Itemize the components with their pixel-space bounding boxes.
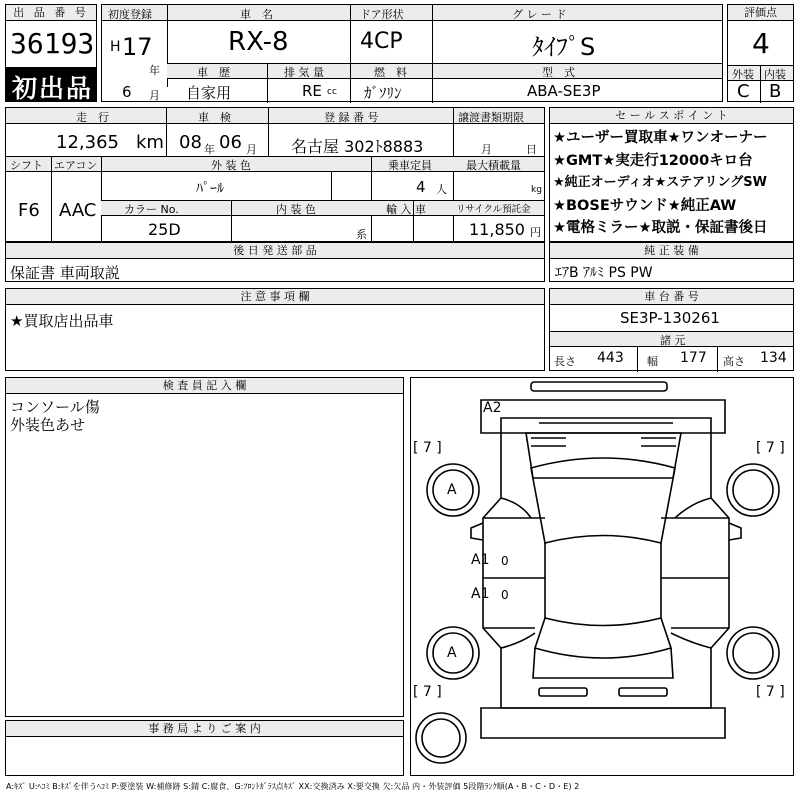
length-label: 長さ bbox=[554, 355, 576, 368]
color-no-value: 25D bbox=[148, 220, 181, 239]
displacement-label: 排 気 量 bbox=[284, 66, 324, 79]
int-color-label: 内 装 色 bbox=[276, 203, 316, 216]
mileage-unit: km bbox=[136, 132, 164, 153]
inspection-month-unit: 月 bbox=[246, 143, 257, 156]
car-outline bbox=[411, 378, 795, 777]
length-value: 443 bbox=[597, 350, 624, 366]
first-listing-badge bbox=[5, 67, 97, 102]
first-reg-label: 初度登録 bbox=[108, 8, 152, 21]
ext-color-value: ﾊﾟｰﾙ bbox=[196, 181, 224, 197]
chassis-box bbox=[549, 288, 794, 371]
door-value: 4CP bbox=[360, 29, 403, 54]
height-label: 高さ bbox=[723, 355, 745, 368]
max-load-unit: kg bbox=[531, 185, 542, 195]
specs-label: 諸 元 bbox=[660, 334, 686, 347]
damage-mark-a1: A1 bbox=[471, 552, 490, 568]
capacity-label: 乗車定員 bbox=[388, 159, 432, 172]
transfer-label: 譲渡書類期限 bbox=[458, 111, 524, 124]
later-items-value: 保証書 車両取説 bbox=[10, 264, 120, 282]
capacity-value: 4 bbox=[416, 178, 426, 196]
color-no-label: カラー No. bbox=[124, 203, 179, 216]
aircon-value: AAC bbox=[59, 200, 97, 221]
notes-value: ★買取店出品車 bbox=[10, 312, 114, 330]
door-label: ドア形状 bbox=[360, 8, 404, 21]
int-color-suffix: 系 bbox=[356, 228, 367, 241]
inspector-line: 外装色あせ bbox=[10, 416, 86, 434]
sales-point-line: ★BOSEサウンド★純正AW bbox=[553, 197, 737, 214]
int-score-value: B bbox=[769, 81, 782, 102]
score-box bbox=[727, 4, 794, 102]
shift-label: シフト bbox=[10, 159, 43, 172]
first-reg-year-unit: 年 bbox=[149, 64, 160, 77]
later-items-box bbox=[5, 242, 545, 282]
recycle-value: 11,850 bbox=[469, 220, 525, 239]
top-info-grid bbox=[101, 4, 723, 102]
transfer-day-unit: 日 bbox=[526, 143, 537, 156]
max-load-label: 最大積載量 bbox=[466, 159, 521, 172]
recycle-label: リサイクル預託金 bbox=[456, 204, 531, 215]
tire-mark-rear-left: [ 7 ] bbox=[413, 684, 442, 700]
office-box bbox=[5, 720, 404, 776]
notes-box bbox=[5, 288, 545, 371]
first-reg-era: H bbox=[110, 39, 121, 55]
legend-text: A:ｷｽﾞ U:ﾍｺﾐ B:ｷｽﾞを伴うﾍｺﾐ P:要塗装 W:補修跡 S:錆 C:腐食、G:ﾌﾛﾝﾄｶﾞﾗｽ点ｷｽﾞ XX:交換済み X:要交換 欠:欠品 内・外装評価 5段階ﾗﾝｸ順(A・B・C・D・E) 2 bbox=[6, 781, 580, 791]
grade-label: グ レ ー ド bbox=[512, 8, 567, 21]
tire-mark-front-left: [ 7 ] bbox=[413, 440, 442, 456]
sales-point-line: ★GMT★実走行12000キロ台 bbox=[553, 152, 753, 169]
inspection-year-unit: 年 bbox=[204, 143, 215, 156]
inspector-box bbox=[5, 377, 404, 717]
inspection-year: 08 bbox=[179, 132, 202, 153]
fuel-label: 燃 料 bbox=[374, 66, 407, 79]
chassis-label: 車 台 番 号 bbox=[550, 289, 793, 305]
grade-value: ﾀｲﾌﾟS bbox=[532, 33, 596, 61]
capacity-unit: 人 bbox=[436, 183, 447, 196]
score-value: 4 bbox=[752, 27, 770, 60]
chassis-value: SE3P-130261 bbox=[620, 309, 720, 327]
ext-score-label: 外装 bbox=[732, 68, 754, 81]
inspector-label: 検 査 員 記 入 欄 bbox=[6, 378, 403, 394]
notes-label: 注 意 事 項 欄 bbox=[6, 289, 544, 305]
lot-number: 36193 bbox=[10, 27, 95, 60]
sales-point-line: ★電格ミラー★取説・保証書後日 bbox=[553, 220, 768, 236]
width-label: 幅 bbox=[647, 355, 658, 368]
transfer-month-unit: 月 bbox=[481, 143, 492, 156]
model-label: 型 式 bbox=[542, 66, 575, 79]
score-label: 評価点 bbox=[728, 5, 793, 21]
mileage-label: 走 行 bbox=[76, 111, 109, 124]
office-label: 事 務 局 よ り ご 案 内 bbox=[6, 721, 403, 737]
height-value: 134 bbox=[760, 350, 787, 366]
registration-label: 登 録 番 号 bbox=[324, 111, 379, 124]
inspector-line: コンソール傷 bbox=[10, 398, 100, 416]
later-items-label: 後 日 発 送 部 品 bbox=[6, 243, 544, 259]
history-value: 自家用 bbox=[186, 84, 232, 102]
ext-color-label: 外 装 色 bbox=[211, 159, 251, 172]
inspection-month: 06 bbox=[219, 132, 242, 153]
model-value: ABA-SE3P bbox=[527, 82, 601, 100]
displacement-unit: cc bbox=[327, 87, 337, 97]
inspection-label: 車 検 bbox=[198, 111, 231, 124]
mileage-value: 12,365 bbox=[56, 132, 119, 153]
damage-mark-a-front: A bbox=[447, 482, 457, 498]
width-value: 177 bbox=[680, 350, 707, 366]
fuel-value: ｶﾞｿﾘﾝ bbox=[364, 84, 402, 102]
damage-mark-a1: A1 bbox=[471, 586, 490, 602]
vehicle-info-grid bbox=[5, 107, 545, 242]
first-reg-month-unit: 月 bbox=[149, 89, 160, 102]
damage-mark-a2: A2 bbox=[483, 400, 502, 416]
first-listing-label: 初出品 bbox=[12, 74, 94, 103]
tire-mark-rear-right: [ 7 ] bbox=[756, 684, 785, 700]
registration-value: 名古屋 302ﾄ8883 bbox=[291, 137, 424, 156]
first-reg-month: 6 bbox=[122, 83, 132, 101]
ext-score-value: C bbox=[737, 81, 750, 102]
displacement-value: RE bbox=[302, 82, 322, 100]
shift-value: F6 bbox=[18, 200, 40, 221]
recycle-unit: 円 bbox=[530, 226, 541, 239]
car-diagram bbox=[410, 377, 794, 776]
standard-equipment-box bbox=[549, 242, 794, 282]
history-label: 車 歴 bbox=[197, 66, 230, 79]
car-name-label: 車 名 bbox=[240, 8, 273, 21]
int-score-label: 内装 bbox=[764, 68, 786, 81]
import-label: 輸 入 車 bbox=[386, 203, 426, 216]
sales-point-line: ★ユーザー買取車★ワンオーナー bbox=[553, 130, 768, 146]
sales-point-line: ★純正オーディオ★ステアリングSW bbox=[553, 175, 767, 190]
aircon-label: エアコン bbox=[54, 159, 98, 172]
lot-label: 出 品 番 号 bbox=[6, 5, 96, 21]
standard-equipment-label: 純 正 装 備 bbox=[550, 243, 793, 259]
sales-points-label: セ ー ル ス ポ イ ン ト bbox=[550, 108, 793, 124]
zero-mark: 0 bbox=[501, 554, 509, 568]
sales-points-box bbox=[549, 107, 794, 242]
tire-mark-front-right: [ 7 ] bbox=[756, 440, 785, 456]
car-name-value: RX-8 bbox=[228, 27, 289, 57]
zero-mark: 0 bbox=[501, 588, 509, 602]
first-reg-year: 17 bbox=[122, 33, 153, 61]
damage-mark-a-rear: A bbox=[447, 645, 457, 661]
standard-equipment-value: ｴｱB ｱﾙﾐ PS PW bbox=[555, 265, 653, 281]
